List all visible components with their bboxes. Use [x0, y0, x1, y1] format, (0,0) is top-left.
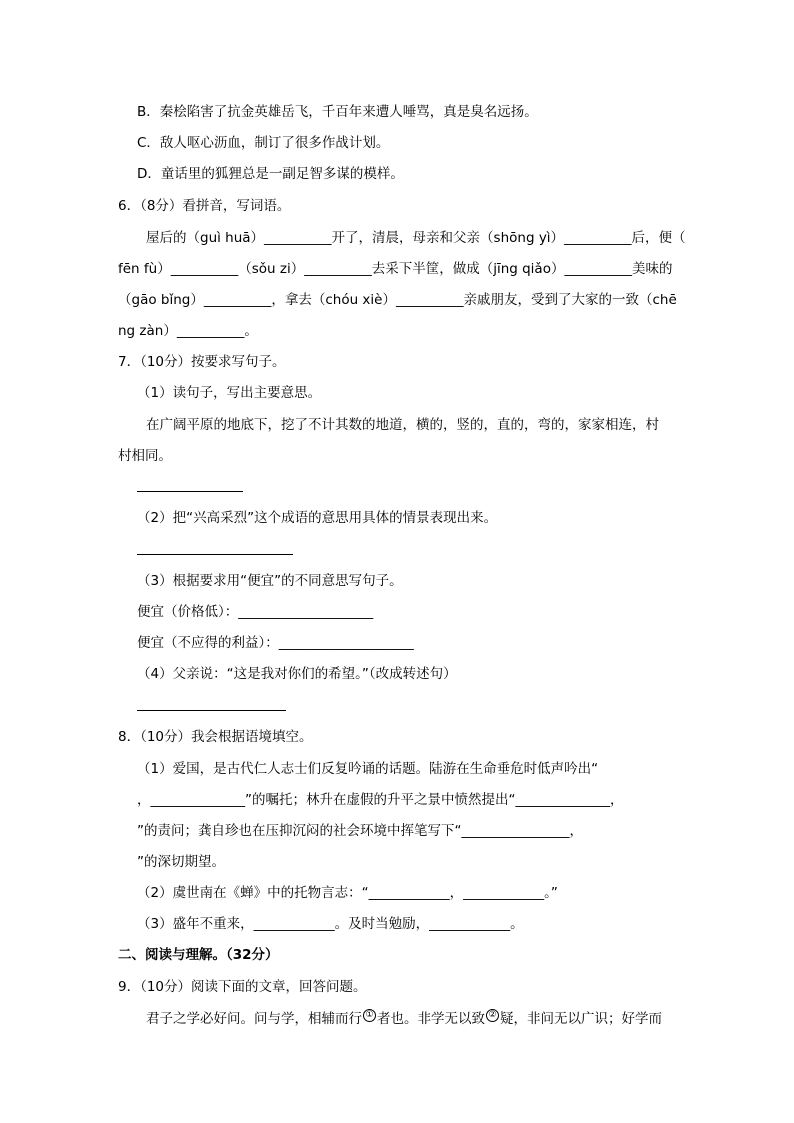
- note-marker-1: ①: [363, 1009, 376, 1022]
- q9-passage-text-c: 疑，非问无以广识；好学而: [500, 1011, 662, 1027]
- q7-answer-blank-1[interactable]: [137, 491, 243, 492]
- q8-part-2: （2）虞世南在《蝉》中的托物言志：“____________，____________。”: [137, 885, 558, 901]
- q7-sentence-line-1: 在广阔平原的地底下，挖了不计其数的地道，横的，竖的，直的，弯的，家家相连，村: [146, 417, 659, 433]
- q6-pinyin-line-2: fēn fù）__________（sǒu zi）__________去采下半筐，做成（jīng qiǎo）__________美味的: [118, 261, 673, 277]
- q7-part-1: （1）读句子，写出主要意思。: [137, 385, 322, 401]
- q8-part-3: （3）盛年不重来，____________。及时当勉励，____________。: [137, 916, 524, 932]
- q7-answer-blank-2[interactable]: [137, 554, 293, 555]
- q8-part-1-line-2: ，______________”的嘱托；林升在虚假的升平之景中愤然提出“______________，: [137, 792, 624, 808]
- q7-part-2: （2）把“兴高采烈”这个成语的意思用具体的情景表现出来。: [137, 510, 498, 526]
- note-marker-2: ②: [486, 1009, 499, 1022]
- q7-part-3: （3）根据要求用“便宜”的不同意思写句子。: [137, 573, 403, 589]
- q6-pinyin-line-4: ng zàn）__________。: [118, 323, 258, 339]
- question-7-title: 7．（10分）按要求写句子。: [118, 354, 286, 370]
- q8-part-1-line-1: （1）爱国，是古代仁人志士们反复吟诵的话题。陆游在生命垂危时低声吟出“: [137, 761, 599, 777]
- question-9-title: 9．（10分）阅读下面的文章，回答问题。: [118, 979, 367, 995]
- option-b: B．秦桧陷害了抗金英雄岳飞，千百年来遭人唾骂，真是臭名远扬。: [137, 104, 538, 120]
- q8-part-1-line-4: ”的深切期望。: [137, 854, 225, 870]
- q9-passage-text-b: 者也。非学无以致: [377, 1011, 485, 1027]
- section-2-heading: 二、阅读与理解。（32分）: [118, 947, 279, 963]
- q7-sentence-line-2: 村相同。: [118, 448, 172, 464]
- option-c: C．敌人呕心沥血，制订了很多作战计划。: [137, 135, 390, 151]
- q6-pinyin-line-1: 屋后的（guì huā）__________开了，清晨，母亲和父亲（shōng yì）__________后，便（: [146, 230, 686, 246]
- q7-answer-blank-4[interactable]: [137, 710, 286, 711]
- question-8-title: 8．（10分）我会根据语境填空。: [118, 729, 313, 745]
- q7-cheap-benefit: 便宜（不应得的利益）：____________________: [137, 635, 414, 651]
- q6-pinyin-line-3: （gāo bǐng）__________，拿去（chóu xiè）__________亲戚朋友，受到了大家的一致（chē: [118, 292, 677, 308]
- q7-part-4: （4）父亲说：“这是我对你们的希望。”（改成转述句）: [137, 666, 457, 682]
- q7-cheap-price: 便宜（价格低）：____________________: [137, 604, 374, 620]
- q8-part-1-line-3: ”的责问；龚自珍也在压抑沉闷的社会环境中挥笔写下“________________，: [137, 823, 583, 839]
- option-d: D．童话里的狐狸总是一副足智多谋的模样。: [137, 166, 404, 182]
- question-6-title: 6．（8分）看拼音，写词语。: [118, 198, 291, 214]
- q9-passage-line-1: [146, 1009, 662, 1028]
- q9-passage-text-a: 君子之学必好问。问与学，相辅而行: [146, 1011, 362, 1027]
